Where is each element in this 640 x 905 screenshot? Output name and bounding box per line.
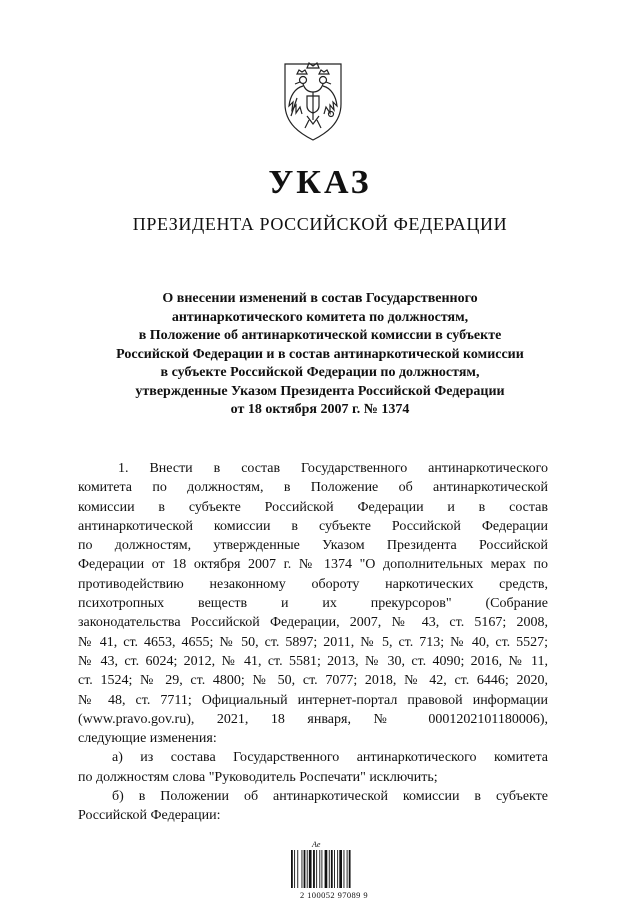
heading-line: в Положение об антинаркотической комиссии в субъекте: [138, 328, 502, 343]
document-subtitle: ПРЕЗИДЕНТА РОССИЙСКОЙ ФЕДЕРАЦИИ: [132, 214, 508, 234]
barcode-bar: [321, 850, 322, 888]
barcode-bar: [344, 850, 345, 888]
body-line: противодействию незаконному обороту наркотических средств,: [78, 576, 548, 592]
barcode-bar: [316, 850, 317, 888]
barcode-block: [290, 840, 374, 900]
body-line: а) из состава Государственного антинаркотического комитета: [112, 750, 548, 766]
body-line: следующие изменения:: [78, 731, 217, 747]
heading-line: О внесении изменений в состав Государственного: [162, 291, 478, 306]
body-line: законодательства Российской Федерации, 2007, № 43, ст. 5167; 2008,: [78, 615, 548, 631]
body-line: 1. Внести в состав Государственного антинаркотического: [118, 461, 548, 476]
body-line: комитета по должностям, в Положение об антинаркотической: [78, 480, 548, 496]
body-line: б) в Положении об антинаркотической комиссии в субъекте: [112, 789, 548, 805]
body-line: № 48, ст. 7711; Официальный интернет-портал правовой информации: [78, 692, 548, 708]
decree-body: [78, 459, 548, 826]
body-line: по должностям, утвержденные Указом Президента Российской: [78, 538, 548, 554]
body-line: (www.pravo.gov.ru), 2021, 18 января, № 0001202101180006),: [78, 711, 548, 727]
barcode-bar: [329, 850, 330, 888]
barcode-bar: [313, 850, 315, 888]
barcode-bar: [319, 850, 320, 888]
barcode-bar: [325, 850, 328, 888]
barcode-mark: Ae: [312, 840, 321, 849]
body-line: Федерации от 18 октября 2007 г. № 1374 "О дополнительных мерах по: [78, 557, 548, 573]
barcode-bar: [331, 850, 333, 888]
barcode-bar: [339, 850, 342, 888]
barcode-number: 2 100052 97089 9: [299, 890, 369, 900]
body-line: по должностям слова "Руководитель Роспечати" исключить;: [78, 769, 438, 785]
body-line: комиссии в субъекте Российской Федерации и в состав: [78, 499, 548, 515]
heading-line: Российской Федерации и в состав антинаркотической комиссии: [116, 346, 524, 362]
body-line: психотропных веществ и их прекурсоров" (Собрание: [78, 596, 548, 612]
barcode-bar: [302, 850, 303, 888]
barcode-bar: [349, 850, 351, 888]
barcode-bar: [304, 850, 306, 888]
barcode-bar: [309, 850, 312, 888]
body-line: № 41, ст. 4653, 4655; № 50, ст. 5897; 2011, № 5, ст. 713; № 40, ст. 5527;: [78, 634, 548, 650]
barcode-bar: [297, 850, 298, 888]
heading-line: от 18 октября 2007 г. № 1374: [230, 402, 410, 417]
barcode-icon: [290, 850, 374, 888]
heading-line: утвержденные Указом Президента Российской Федерации: [135, 383, 505, 399]
barcode-bar: [294, 850, 295, 888]
coat-of-arms-emblem: [279, 58, 347, 142]
body-line: № 43, ст. 6024; 2012, № 41, ст. 5581; 2013, № 30, ст. 4090; 2016, № 11,: [78, 653, 548, 669]
barcode-bar: [291, 850, 293, 888]
barcode-bar: [307, 850, 308, 888]
barcode-bar: [337, 850, 338, 888]
heading-line: антинаркотического комитета по должностям,: [171, 309, 469, 325]
document-title: УКАЗ: [268, 164, 372, 201]
body-line: Российской Федерации:: [78, 808, 221, 824]
decree-heading: [80, 290, 560, 420]
barcode-bar: [347, 850, 348, 888]
body-line: ст. 1524; № 29, ст. 4800; № 50, ст. 7077; 2018, № 42, ст. 6446; 2020,: [78, 673, 548, 689]
barcode-bar: [334, 850, 335, 888]
body-line: антинаркотической комиссии в субъекте Российской Федерации: [78, 518, 548, 534]
heading-line: в субъекте Российской Федерации по должностям,: [160, 365, 480, 380]
